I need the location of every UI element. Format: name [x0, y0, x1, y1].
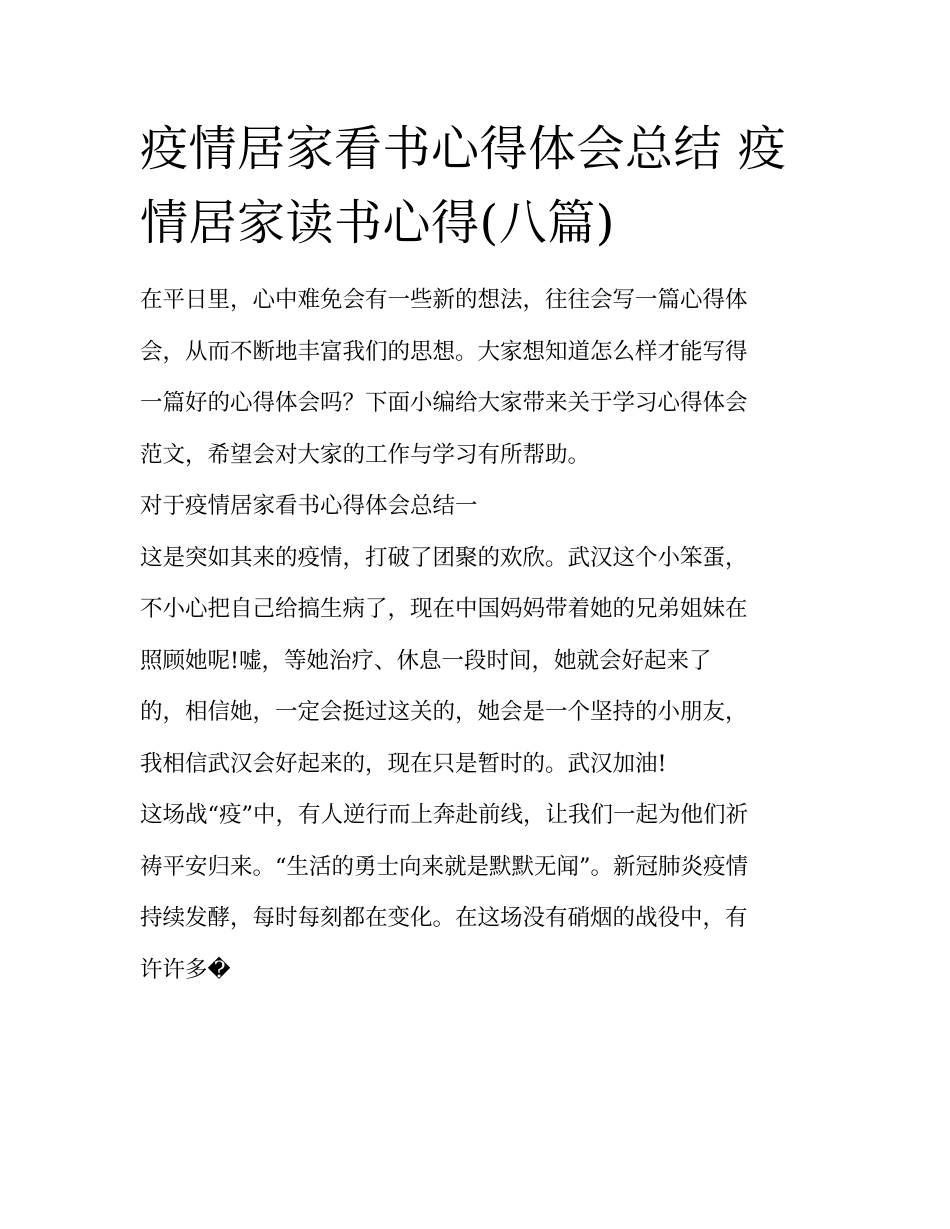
body-line: 会，从而不断地丰富我们的思想。大家想知道怎么样才能写得 [140, 338, 748, 365]
document-body [140, 275, 812, 996]
title-line-1: 疫情居家看书心得体会总结 疫 [140, 121, 787, 177]
body-line: 我相信武汉会好起来的，现在只是暂时的。武汉加油! [140, 750, 667, 777]
body-line: 这是突如其来的疫情，打破了团聚的欢欣。武汉这个小笨蛋， [140, 544, 748, 571]
document-title [140, 112, 810, 260]
body-line: 持续发酵，每时每刻都在变化。在这场没有硝烟的战役中，有 [140, 905, 748, 931]
body-line: 的，相信她，一定会挺过这关的，她会是一个坚持的小朋友， [140, 699, 748, 725]
body-line: 在平日里，心中难免会有一些新的想法，往往会写一篇心得体 [140, 287, 748, 313]
body-line: 这场战“疫”中，有人逆行而上奔赴前线，让我们一起为他们祈 [140, 802, 749, 828]
body-line: 不小心把自己给搞生病了，现在中国妈妈带着她的兄弟姐妹在 [140, 596, 748, 622]
section-heading: 对于疫情居家看书心得体会总结一 [140, 493, 478, 519]
body-line: 祷平安归来。“生活的勇士向来就是默默无闻”。新冠肺炎疫情 [140, 853, 749, 880]
title-line-2: 情居家读书心得(八篇) [140, 195, 615, 251]
body-line: 范文，希望会对大家的工作与学习有所帮助。 [140, 441, 591, 468]
body-line: 一篇好的心得体会吗？下面小编给大家带来关于学习心得体会 [140, 390, 748, 416]
body-line: 许许多� [140, 956, 231, 983]
body-line: 照顾她呢!嘘，等她治疗、休息一段时间，她就会好起来了 [140, 647, 712, 674]
